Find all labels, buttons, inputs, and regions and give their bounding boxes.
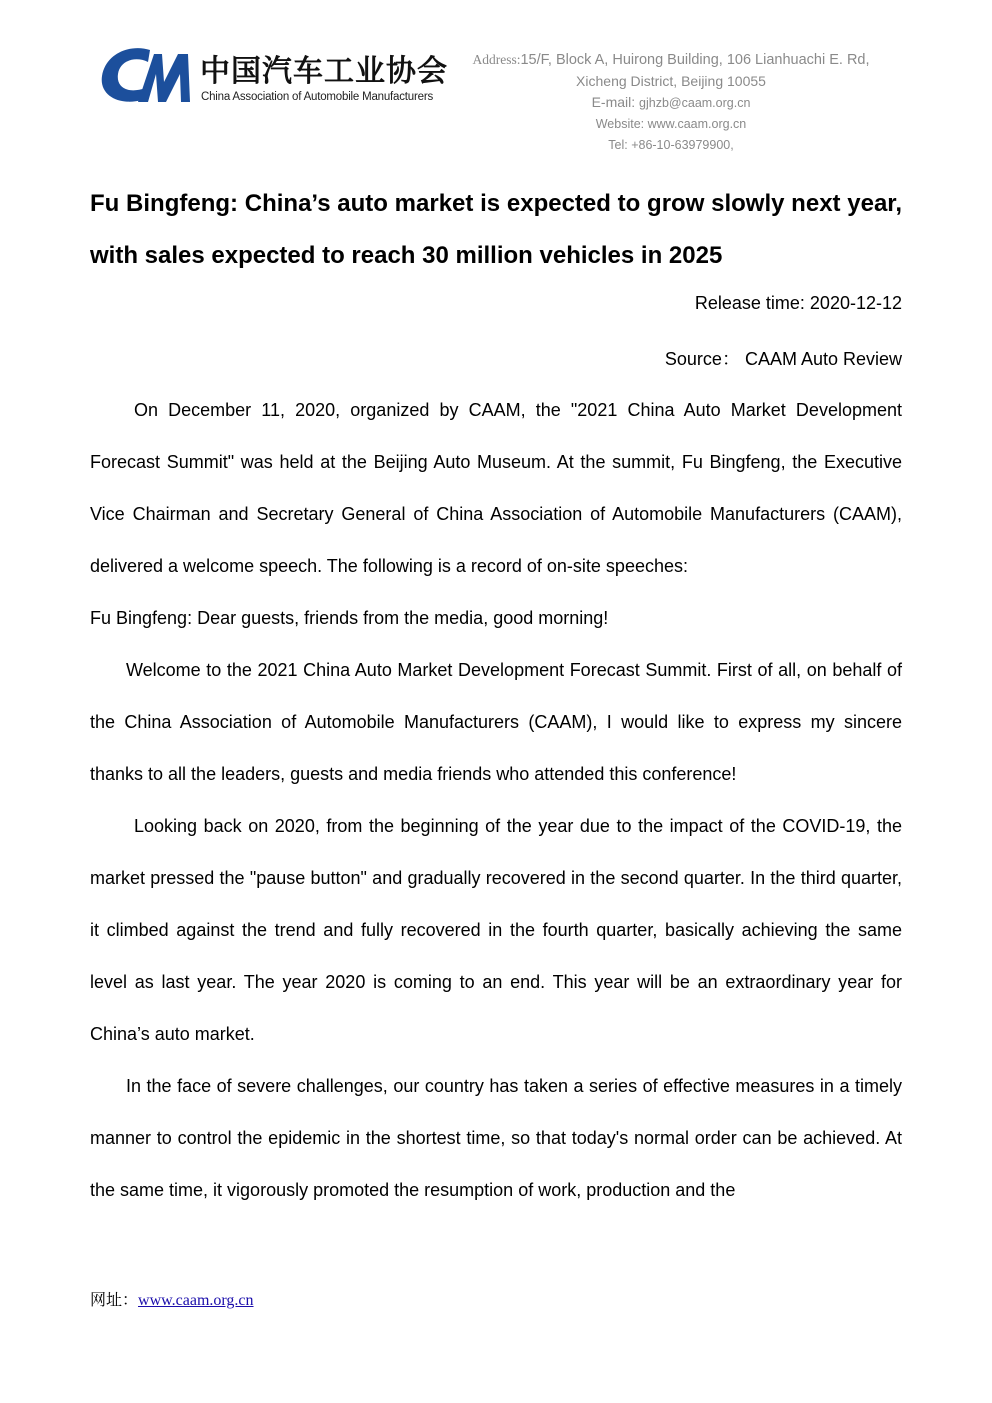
- article-source: Source： CAAM Auto Review: [664, 349, 902, 369]
- contact-block: [440, 49, 902, 156]
- paragraph-greeting: Fu Bingfeng: Dear guests, friends from the media, good morning!: [90, 608, 609, 628]
- paragraph-welcome: Welcome to the 2021 China Auto Market Development Forecast Summit. First of all, on behalf of the China Association of Automobile Manufacturers (CAAM), I would like to express my sincere thanks to all the leaders, guests and media friends who attended this conference!: [90, 660, 902, 784]
- email-line: [440, 92, 902, 114]
- paragraph-intro: On December 11, 2020, organized by CAAM, the "2021 China Auto Market Development Forecast Summit" was held at the Beijing Auto Museum. At the summit, Fu Bingfeng, the Executive Vice Chairman and Secretary General of China Association of Automobile Manufacturers (CAAM), delivered a welcome speech. The following is a record of on-site speeches:: [90, 400, 902, 576]
- email-value: gjhzb@caam.org.cn: [639, 96, 751, 110]
- paragraph-review-2020: Looking back on 2020, from the beginning of the year due to the impact of the COVID-19, the market pressed the "pause button" and gradually recovered in the second quarter. In the third quarter, it climbed against the trend and fully recovered in the fourth quarter, basically achieving the same level as last year. The year 2020 is coming to an end. This year will be an extraordinary year for China’s auto market.: [90, 816, 902, 1044]
- footer-website-link[interactable]: www.caam.org.cn: [138, 1292, 254, 1309]
- email-label: E-mail:: [591, 94, 640, 110]
- footer: [90, 1287, 254, 1310]
- caam-logo-mark-icon: [98, 42, 194, 108]
- tel-line: Tel: +86-10-63979900,: [608, 138, 734, 152]
- paragraph-challenges: In the face of severe challenges, our country has taken a series of effective measures in a timely manner to control the epidemic in the shortest time, so that today's normal order can be achieved. At the same time, it vigorously promoted the resumption of work, production and the: [90, 1076, 902, 1200]
- logo-name-en: China Association of Automobile Manufacturers: [201, 91, 433, 103]
- logo-name-cn: 中国汽车工业协会: [200, 54, 448, 89]
- article-body: [90, 384, 902, 1216]
- website-line: Website: www.caam.org.cn: [595, 117, 747, 131]
- article-title: Fu Bingfeng: China’s auto market is expected to grow slowly next year, with sales expected to reach 30 million vehicles in 2025: [90, 190, 902, 269]
- release-time: Release time: 2020-12-12: [694, 293, 902, 313]
- address-line-2: Xicheng District, Beijing 10055: [576, 73, 766, 89]
- address-street: 15/F, Block A, Huirong Building, 106 Lianhuachi E. Rd,: [520, 52, 870, 68]
- address-line-1: [440, 49, 902, 71]
- footer-label: 网址：: [90, 1292, 139, 1309]
- caam-logo: [98, 42, 448, 112]
- address-label: Address:: [472, 52, 521, 67]
